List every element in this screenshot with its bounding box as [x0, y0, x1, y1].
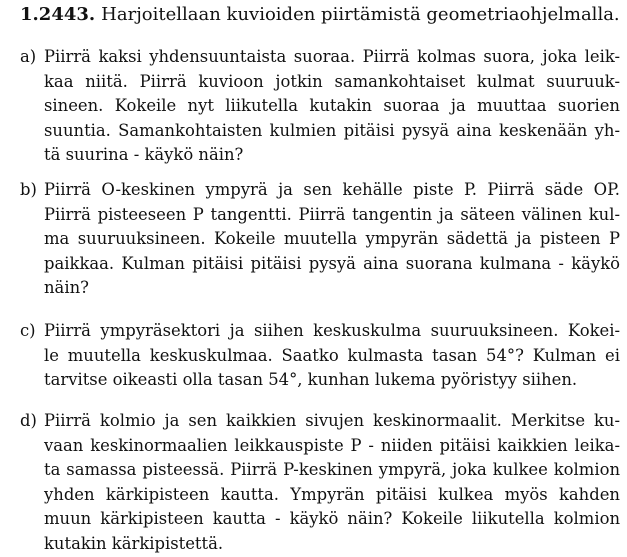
item-label-c: c): [20, 321, 36, 340]
exercise-heading: [20, 2, 620, 28]
item-text-c: [44, 319, 620, 393]
item-c-line-2: le muutella keskuskulmaa. Saatko kulmasta tasan 54°? Kulman ei: [44, 345, 620, 365]
item-d-line-1: Piirrä kolmio ja sen kaikkien sivujen keskinormaalit. Merkitse ku-: [44, 411, 620, 430]
item-b-line-5: näin?: [44, 278, 89, 298]
item-b-line-2: Piirrä pisteeseen P tangentti. Piirrä tangentin ja säteen välinen kul-: [44, 204, 620, 224]
item-a-line-3: sineen. Kokeile nyt liikutella kutakin suoraa ja muuttaa suorien: [44, 96, 620, 116]
item-label-b: b): [20, 180, 37, 199]
item-c-line-3: tarvitse oikeasti olla tasan 54°, kunhan lukema pyöristyy siihen.: [44, 370, 578, 390]
item-text-b: [44, 178, 620, 301]
item-b-line-1: Piirrä O-keskinen ympyrä ja sen kehälle piste P. Piirrä säde OP.: [44, 180, 620, 199]
item-label-a: a): [20, 47, 37, 66]
item-d-line-2: vaan keskinormaalien leikkauspiste P - niiden pitäisi kaikkien leika-: [44, 435, 620, 455]
item-a-line-1: Piirrä kaksi yhdensuuntaista suoraa. Piirrä kolmas suora, joka leik-: [44, 47, 620, 66]
item-d-line-3: ta samassa pisteessä. Piirrä P-keskinen ympyrä, joka kulkee kolmion: [44, 460, 620, 480]
item-d-line-6: kutakin kärkipistettä.: [44, 533, 224, 553]
item-b-line-4: paikkaa. Kulman pitäisi pitäisi pysyä aina suorana kulmana - käykö: [44, 253, 620, 273]
item-text-a: [44, 45, 620, 168]
item-c-line-1: Piirrä ympyräsektori ja siihen keskuskulma suuruuksineen. Kokei-: [44, 321, 620, 340]
item-label-d: d): [20, 411, 37, 430]
item-d-line-4: yhden kärkipisteen kautta. Ympyrän pitäisi kulkea myös kahden: [44, 484, 620, 504]
item-a-line-5: tä suurina - käykö näin?: [44, 145, 244, 165]
item-text-d: [44, 409, 620, 557]
exercise-number: 1.2443.: [20, 4, 96, 25]
item-d-line-5: muun kärkipisteen kautta - käykö näin? Kokeile liikutella kolmion: [44, 509, 620, 529]
item-b-line-3: ma suuruuksineen. Kokeile muutella ympyrän sädettä ja pisteen P: [44, 229, 620, 249]
item-a-line-4: suuntia. Samankohtaisten kulmien pitäisi pysyä aina keskenään yh-: [44, 120, 620, 140]
exercise-intro: Harjoitellaan kuvioiden piirtämistä geometriaohjelmalla.: [101, 4, 620, 25]
item-a-line-2: kaa niitä. Piirrä kuvioon jotkin samankohtaiset kulmat suuruuk-: [44, 71, 620, 91]
